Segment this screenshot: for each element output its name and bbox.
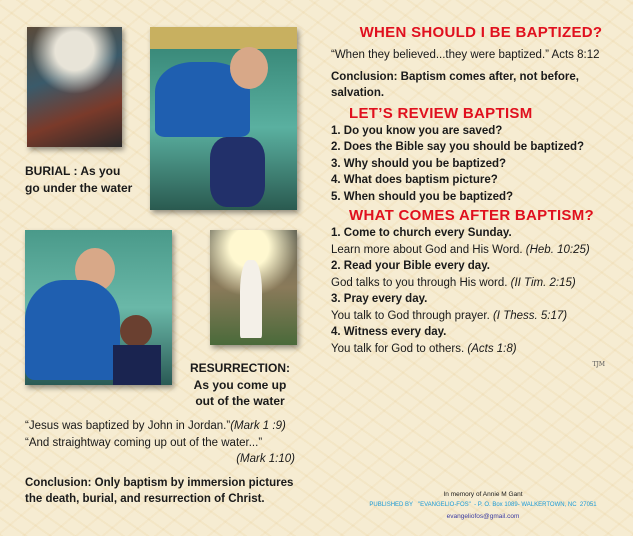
left-conclusion bbox=[25, 475, 321, 508]
list-item: 2. Does the Bible say you should be baptized? bbox=[331, 141, 585, 153]
quote: “Jesus was baptized by John in Jordan.” bbox=[25, 420, 231, 432]
quote-reference: (Mark 1 :9) bbox=[230, 420, 286, 432]
resurrection-caption-line: out of the water bbox=[195, 394, 285, 409]
burial-caption-line: BURIAL : As you bbox=[25, 164, 121, 178]
after-item-text bbox=[331, 308, 631, 325]
candidate-figure bbox=[113, 345, 161, 385]
acts-verse: “When they believed...they were baptized.” Acts 8:12 bbox=[331, 49, 600, 61]
after-item-desc: You talk to God through prayer. bbox=[331, 309, 493, 322]
after-item-ref: (Heb. 10:25) bbox=[525, 243, 590, 256]
right-conclusion bbox=[331, 69, 631, 102]
mark-quotes bbox=[25, 418, 321, 468]
list-item: 1. Do you know you are saved? bbox=[331, 124, 503, 137]
resurrection-caption-line: As you come up bbox=[193, 377, 287, 392]
after-item-title: 1. Come to church every Sunday. bbox=[331, 227, 512, 239]
candidate-head bbox=[120, 315, 152, 347]
heading-review: LET’S REVIEW BAPTISM bbox=[349, 104, 533, 122]
list-item: 5. When should you be baptized? bbox=[331, 190, 514, 203]
conclusion-line: Conclusion: Only baptism by immersion pictures bbox=[25, 476, 294, 489]
after-list bbox=[331, 225, 631, 357]
quote-reference: (Mark 1:10) bbox=[236, 453, 295, 466]
after-item-desc: Learn more about God and His Word. bbox=[331, 243, 526, 256]
publisher-line: PUBLISHED BY "EVANGELIO-FOS" - P. O. Box 1089- WALKERTOWN, NC 27051 bbox=[369, 502, 597, 508]
baptism-photo-immersion bbox=[150, 27, 297, 210]
after-item-ref: (I Thess. 5:17) bbox=[492, 309, 568, 322]
resurrection-painting bbox=[210, 230, 297, 345]
after-item-desc: God talks to you through His word. bbox=[331, 276, 511, 289]
footer bbox=[333, 489, 633, 522]
list-item: 3. Why should you be baptized? bbox=[331, 157, 507, 170]
christ-figure bbox=[240, 260, 262, 338]
resurrection-caption-line: RESURRECTION: bbox=[189, 361, 290, 375]
after-item-desc: You talk for God to others. bbox=[331, 342, 468, 355]
pastor-head bbox=[230, 47, 268, 89]
burial-painting bbox=[27, 27, 122, 147]
resurrection-caption bbox=[178, 360, 302, 410]
after-item-text bbox=[331, 341, 631, 358]
after-item-text bbox=[331, 275, 631, 292]
baptism-photo-coming-up bbox=[25, 230, 172, 385]
after-item-ref: (II Tim. 2:15) bbox=[510, 276, 576, 289]
conclusion-line: the death, burial, and resurrection of Christ. bbox=[25, 493, 265, 506]
right-column bbox=[331, 24, 631, 369]
pastor-figure bbox=[25, 280, 120, 380]
after-item-title: 3. Pray every day. bbox=[331, 293, 428, 305]
memorial-line: In memory of Annie M Gant bbox=[443, 491, 523, 498]
left-lower-text bbox=[25, 418, 321, 508]
heading-when-baptized: WHEN SHOULD I BE BAPTIZED? bbox=[359, 24, 603, 41]
list-item: 4. What does baptism picture? bbox=[331, 174, 498, 186]
after-item-title: 4. Witness every day. bbox=[331, 326, 447, 338]
conclusion-line: Conclusion: Baptism comes after, not before, bbox=[331, 70, 579, 83]
tjm-mark: TJM bbox=[592, 361, 605, 368]
after-item-title: 2. Read your Bible every day. bbox=[331, 260, 490, 272]
burial-caption-line: go under the water bbox=[25, 180, 133, 195]
quote: “And straightway coming up out of the water...” bbox=[25, 436, 263, 449]
after-item-ref: (Acts 1:8) bbox=[467, 342, 517, 355]
email-link[interactable]: evangeliofos@gmail.com bbox=[446, 513, 520, 520]
review-list bbox=[331, 123, 631, 206]
conclusion-line: salvation. bbox=[331, 87, 385, 99]
after-item-text bbox=[331, 242, 631, 259]
heading-after-baptism: WHAT COMES AFTER BAPTISM? bbox=[349, 207, 594, 224]
candidate-figure bbox=[210, 137, 265, 207]
burial-caption bbox=[25, 163, 132, 196]
